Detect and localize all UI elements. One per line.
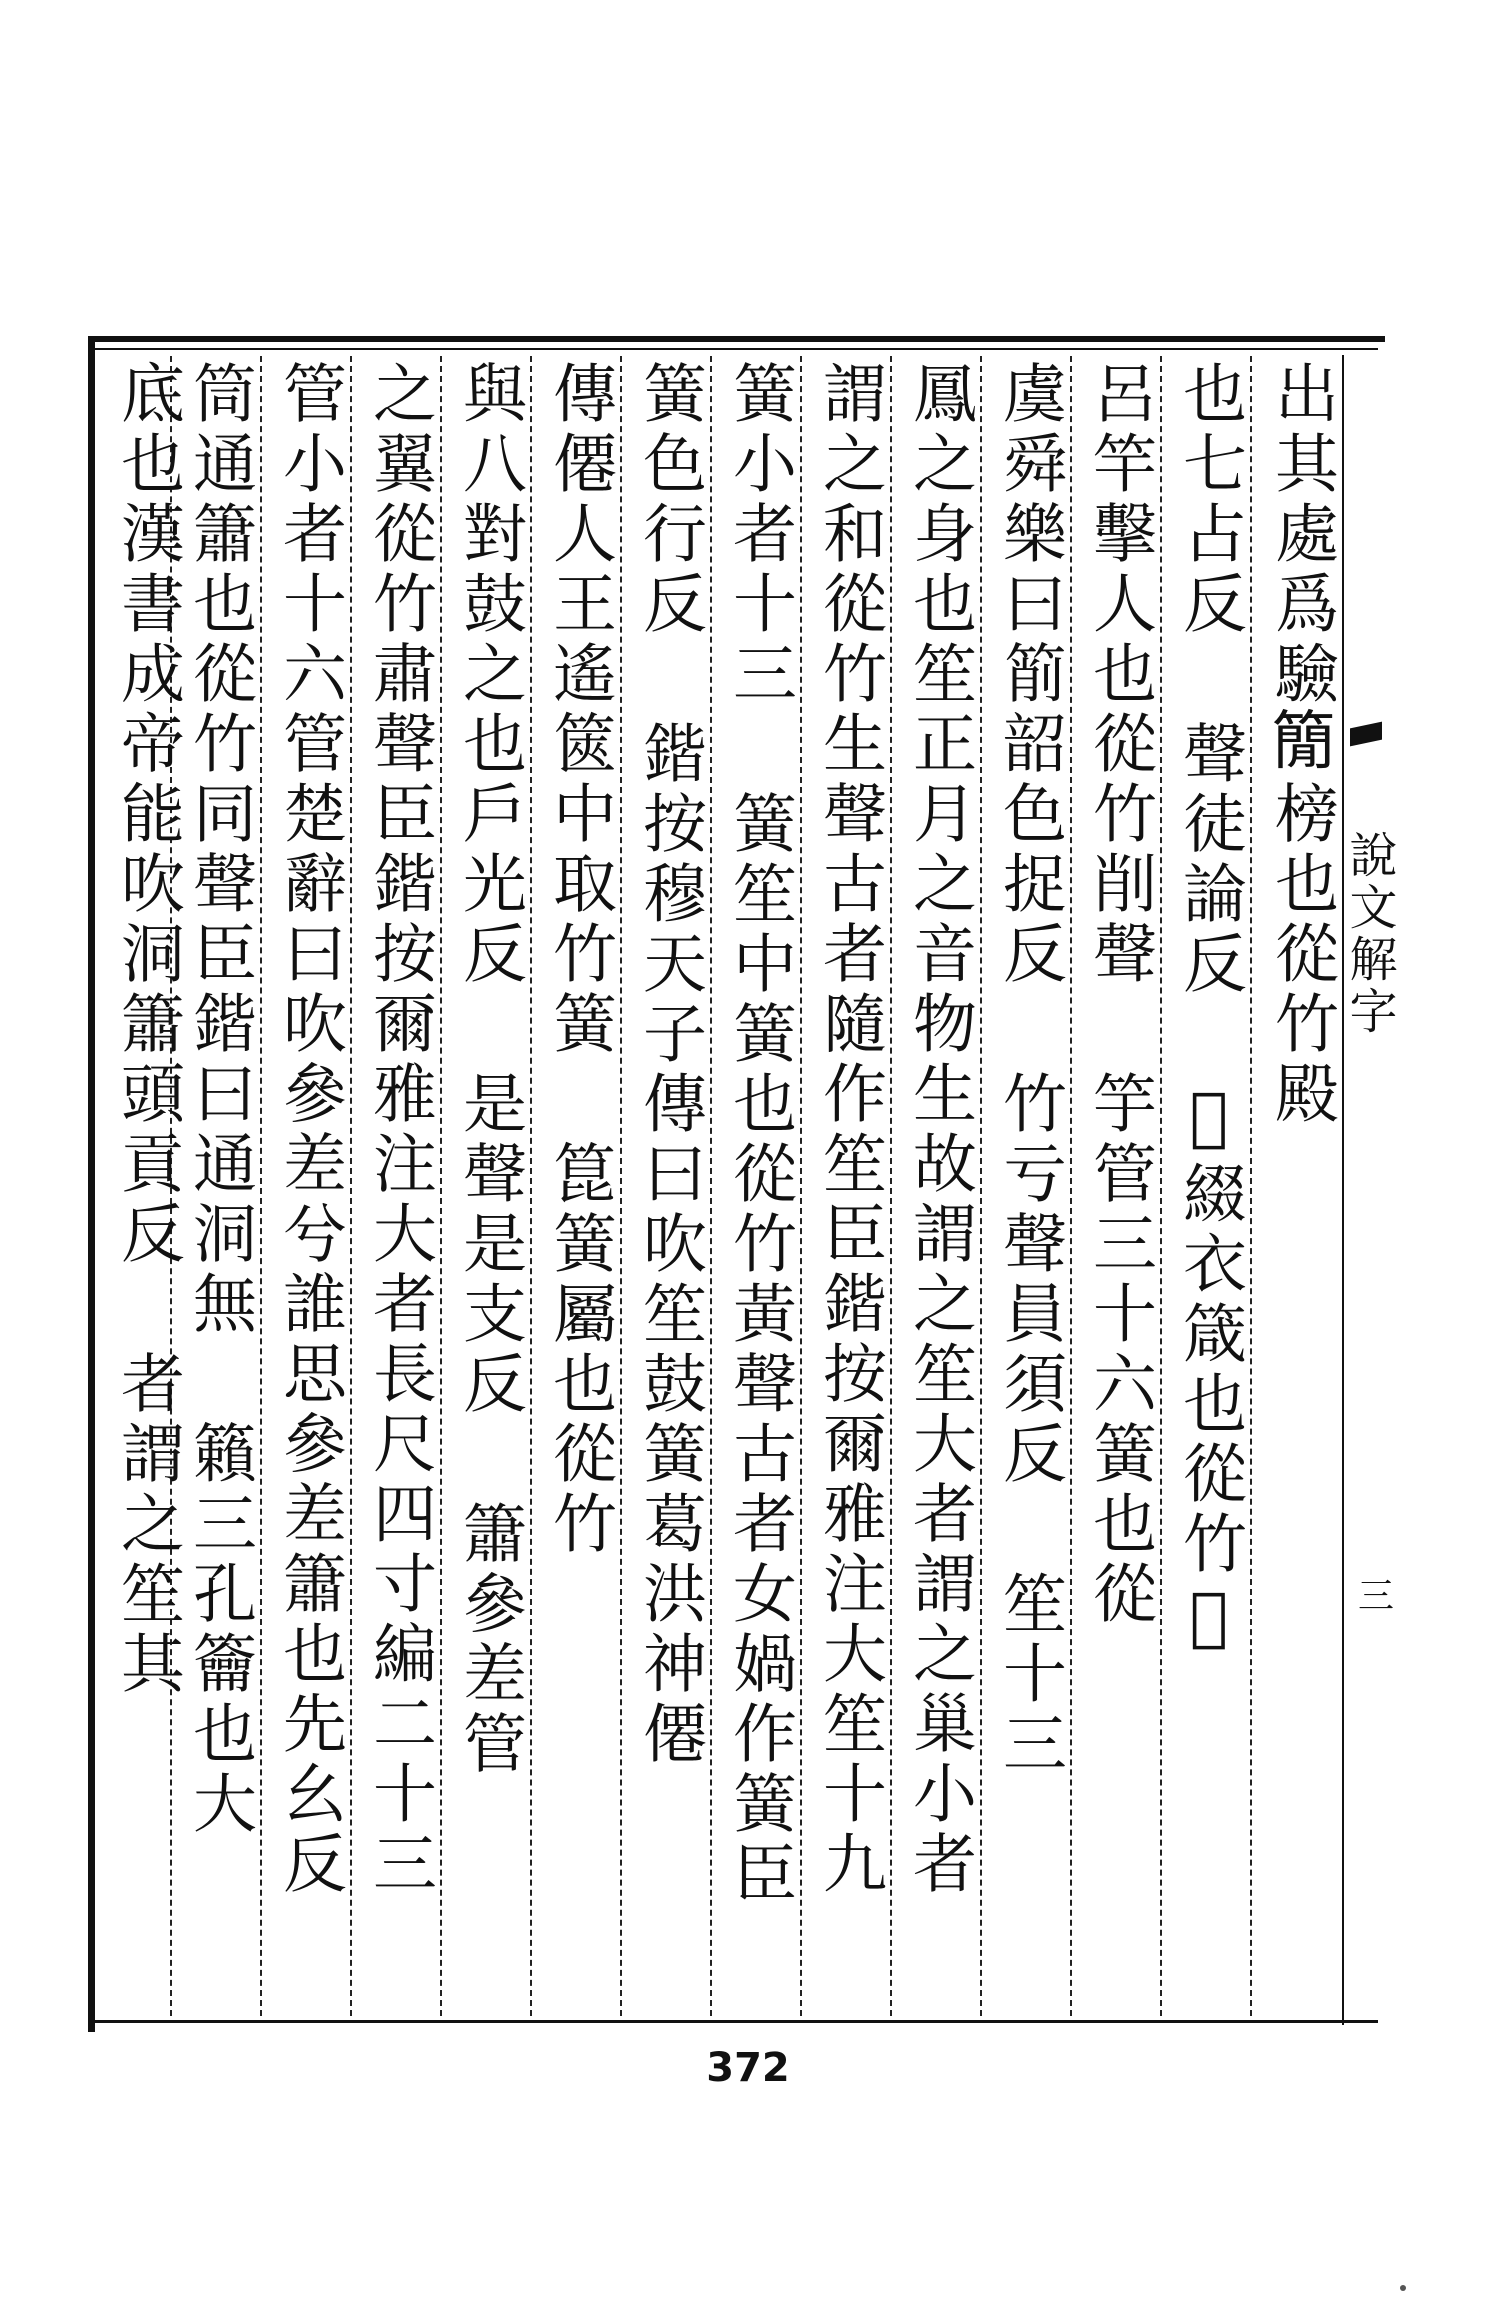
gutter-title: 說文解字 <box>1341 830 1397 1038</box>
frame-inner-rule <box>88 348 1378 350</box>
text-column: 鳳之身也笙正月之音物生故謂之笙大者謂之巢小者 <box>902 360 976 1900</box>
gutter-leaf-number: 三 <box>1357 1576 1394 1617</box>
fish-tail-mark <box>1350 722 1382 747</box>
text-column: 之翼從竹肅聲臣鍇按爾雅注大者長尺四寸編二十三 <box>362 360 436 1900</box>
text-column: 虞舜樂曰箾韶色捉反 竹亏聲員須反 笙十三 <box>992 360 1066 1780</box>
text-column: 謂之和從竹生聲古者隨作笙臣鍇按爾雅注大笙十九 <box>812 360 886 1900</box>
text-column: 與八對鼓之也戶光反 是聲是支反 簫參差管 <box>452 360 526 1780</box>
fold-gutter <box>1342 355 1384 2025</box>
scan-speck <box>1400 2285 1406 2291</box>
page-number: 372 <box>706 2045 790 2091</box>
text-column: 底也漢書成帝能吹洞簫頭貢反 者謂之笙其 <box>110 360 184 1700</box>
text-column: 筒通簫也從竹同聲臣鍇曰通洞無 籟三孔籥也大 <box>182 360 256 1840</box>
frame-bottom-rule <box>95 2020 1378 2023</box>
text-column: 簧色行反 鍇按穆天子傳曰吹笙鼓簧葛洪神僊 <box>632 360 706 1770</box>
text-column: 管小者十六管楚辭曰吹參差兮誰思參差簫也先幺反 <box>272 360 346 1900</box>
text-column: 呂竿擊人也從竹削聲 竽管三十六簧也從 <box>1082 360 1156 1630</box>
text-column: 出其處爲驗𥳑榜也從竹殿 <box>1264 360 1338 1130</box>
text-column: 簧小者十三 簧笙中簧也從竹黃聲古者女媧作簧臣 <box>722 360 796 1910</box>
text-column: 也七占反 聲徒論反 𥲅綴衣箴也從竹𥳺 <box>1172 360 1246 1660</box>
text-column: 傳僊人王遙篋中取竹簧 箟簧屬也從竹 <box>542 360 616 1560</box>
